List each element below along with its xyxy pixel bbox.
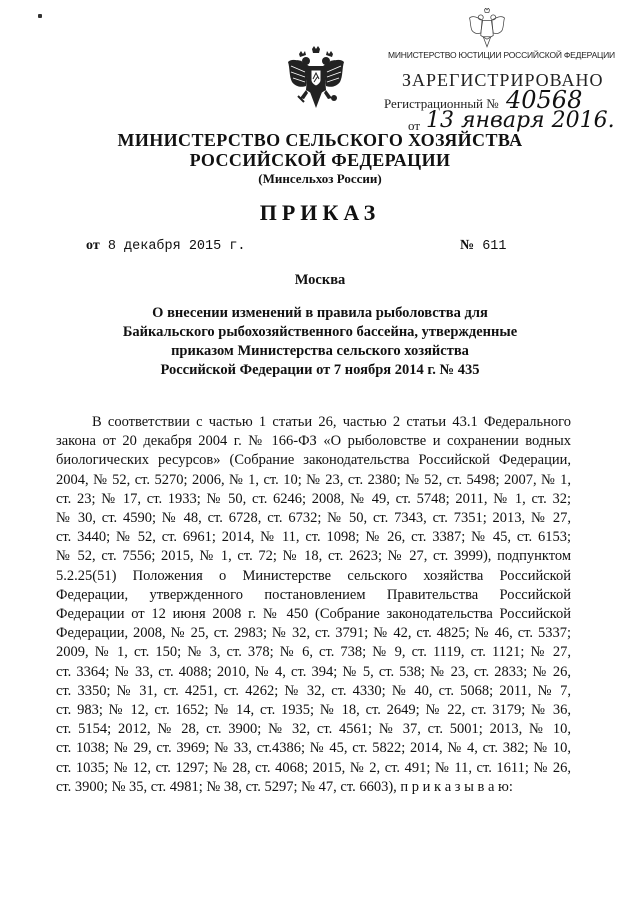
body-line: ст. 3364; № 33, ст. 4088; 2010, № 4, ст. 394; № 5, ст. 538; № 23, ст. 2833; № 26, [56,663,571,680]
ministry-short-name: (Минсельхоз России) [258,171,382,186]
body-line: ст. 1038; № 29, ст. 3969; № 33, ст.4386; № 45, ст. 5822; 2014, № 4, ст. 382; № 10, [56,740,571,757]
order-title-line: Российской Федерации от 7 ноября 2014 г. № 435 [160,362,480,378]
body-line: 5.2.25(51) Положения о Министерстве сельского хозяйства Российской [56,567,571,584]
stamp-date-prefix: от [408,118,421,133]
body-line: Федерации от 12 июня 2008 г. № 450 (Собрание законодательства Российской [56,606,571,623]
body-line: биологических ресурсов» (Собрание законодательства Российской Федерации, [56,452,571,469]
body-line: 2004, № 52, ст. 5270; 2006, № 1, ст. 10; № 23, ст. 2380; № 52, ст. 5498; 2007, № 1, [56,471,571,488]
order-title-line: О внесении изменений в правила рыболовства для [152,305,488,321]
body-line: ст. 1035; № 12, ст. 1297; № 28, ст. 4068; 2015, № 2, ст. 491; № 11, ст. 1611; № 26, [56,759,571,776]
stamp-registered-label: ЗАРЕГИСТРИРОВАНО [402,70,604,90]
city: Москва [294,272,346,288]
body-line: В соответствии с частью 1 статьи 26, частью 2 статьи 43.1 Федерального [92,414,571,430]
stamp-organization: МИНИСТЕРСТВО ЮСТИЦИИ РОССИЙСКОЙ ФЕДЕРАЦИИ [388,50,615,60]
order-number-value: 611 [482,239,507,254]
order-body [56,413,571,797]
body-line: 2009, № 1, ст. 150; № 3, ст. 378; № 6, ст. 738; № 9, ст. 1119, ст. 1121; № 27, [56,644,571,661]
body-line: закона от 20 декабря 2004 г. № 166-ФЗ «О рыболовстве и сохранении водных [56,433,571,450]
stamp-emblem-icon [468,8,506,48]
coat-of-arms-icon [286,46,346,110]
stamp-handwritten-date: 13 января 2016. [426,108,615,133]
stamp-reg-label: Регистрационный № [384,96,499,111]
order-date-prefix: от [86,238,100,253]
order-title-line: Байкальского рыбохозяйственного бассейна, утвержденные [122,324,518,340]
body-line: ст. 23; № 17, ст. 1933; № 50, ст. 6246; 2008, № 49, ст. 5748; 2011, № 1, ст. 32; [56,490,571,507]
order-date [86,238,246,254]
body-line: № 52, ст. 7556; 2015, № 1, ст. 72; № 18, ст. 2623; № 27, ст. 3999), подпунктом [56,548,571,565]
body-line: ст. 5154; 2012, № 28, ст. 3900; № 32, ст. 4561; № 37, ст. 5001; 2013, № 10, [56,721,571,738]
body-line: Федерации, 2008, № 25, ст. 2983; № 32, ст. 3791; № 42, ст. 4825; № 46, ст. 5337; [56,625,571,642]
body-line: Федерации, утвержденного постановлением Правительства Российской [56,586,571,603]
stamp-reg-number: 40568 [506,86,583,114]
body-line: ст. 3350; № 31, ст. 4251, ст. 4262; № 32, ст. 4330; № 40, ст. 5068; 2011, № 7, [56,682,571,699]
body-line: ст. 983; № 12, ст. 1652; № 14, ст. 1935; № 18, ст. 2649; № 22, ст. 3179; № 36, [56,702,571,719]
order-number-sign: № [460,238,475,253]
order-date-value: 8 декабря 2015 г. [107,239,246,254]
registration-stamp [378,6,615,144]
order-title [70,304,570,380]
body-line: ст. 3900; № 35, ст. 4981; № 38, ст. 5297; № 47, ст. 6603), п р и к а з ы в а ю: [56,778,513,795]
order-title-line: приказом Министерства сельского хозяйства [171,343,469,359]
ministry-name-line1: МИНИСТЕРСТВО СЕЛЬСКОГО ХОЗЯЙСТВА [117,130,523,150]
order-number [460,238,507,254]
document-type: ПРИКАЗ [259,200,381,225]
body-line: № 30, ст. 4590; № 48, ст. 6728, ст. 6732; № 50, ст. 7343, ст. 7351; 2013, № 27, [56,510,571,527]
body-line: ст. 3440; № 52, ст. 6961; 2014, № 11, ст. 1098; № 26, ст. 3387; № 45, ст. 6153; [56,529,571,546]
scan-speck [38,14,42,18]
ministry-name-line2: РОССИЙСКОЙ ФЕДЕРАЦИИ [189,150,451,170]
